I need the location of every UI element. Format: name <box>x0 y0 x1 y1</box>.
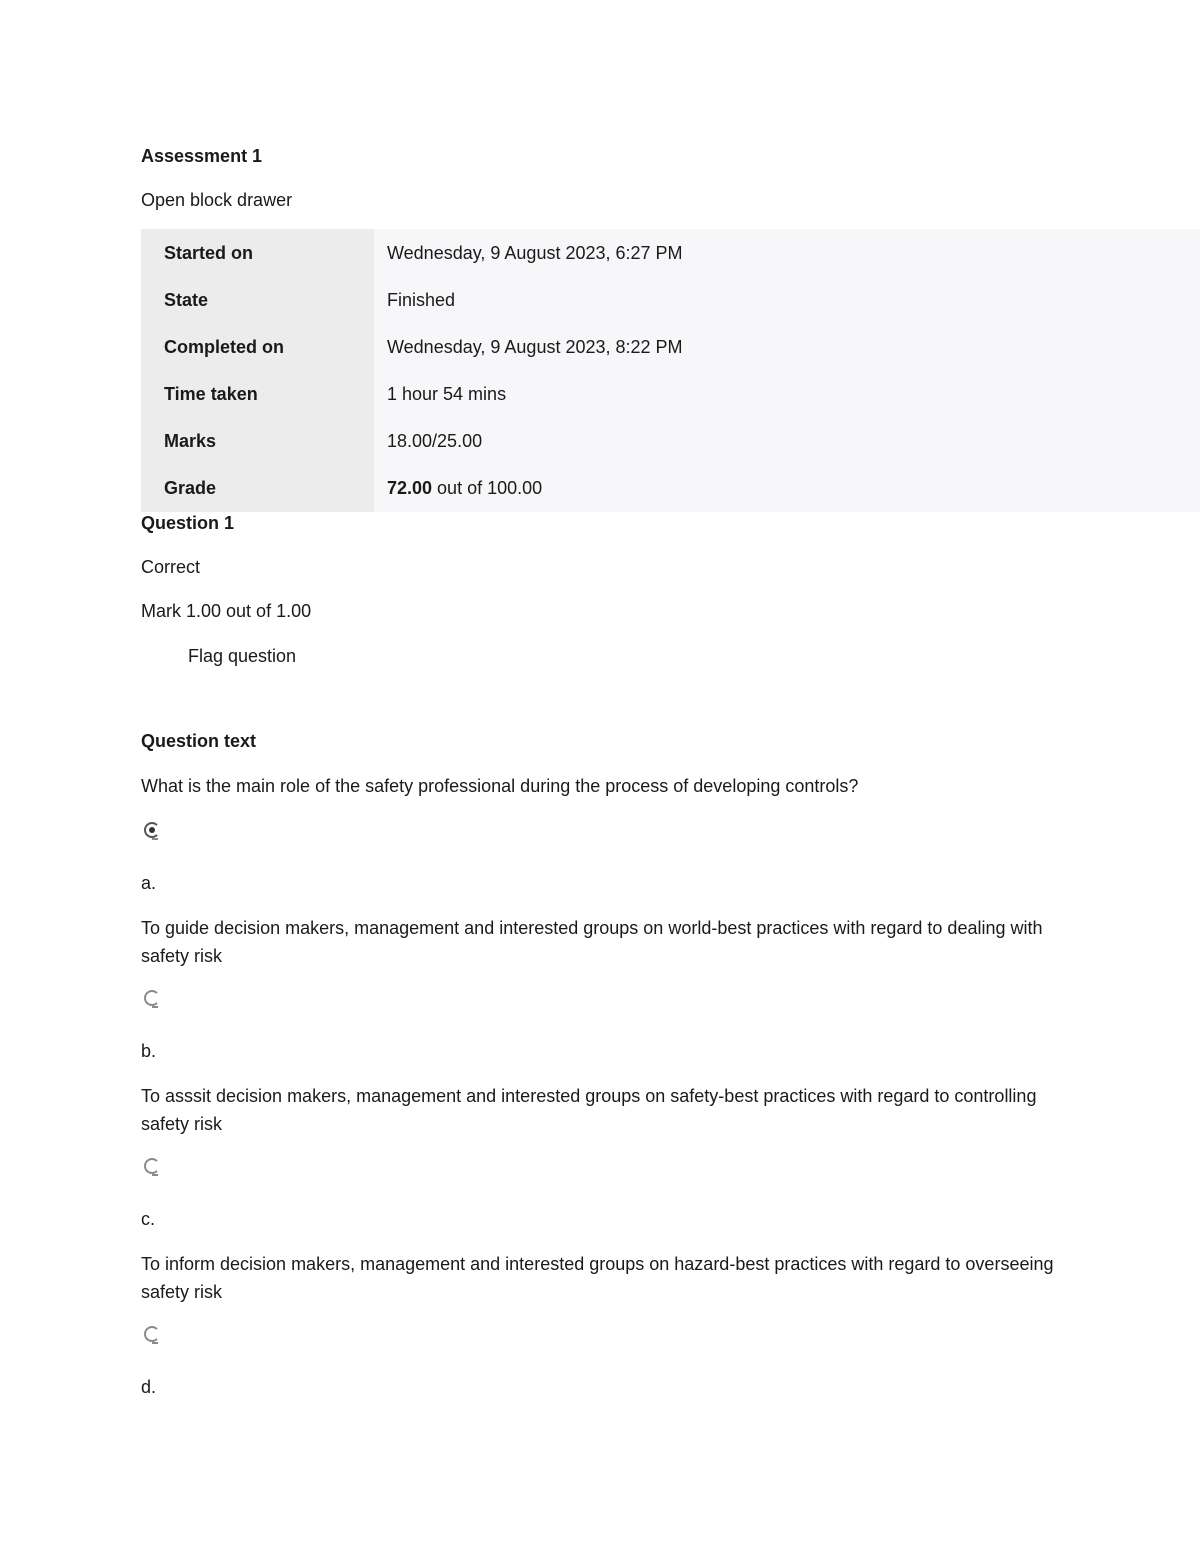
summary-value <box>374 464 1200 512</box>
summary-value: 1 hour 54 mins <box>374 370 1200 417</box>
summary-row-marks <box>141 417 1200 464</box>
question-mark: Mark 1.00 out of 1.00 <box>141 601 312 621</box>
summary-row-started-on <box>141 229 1200 276</box>
grade-score: 72.00 <box>387 478 433 498</box>
option-d-letter: d. <box>141 1377 157 1397</box>
summary-label: State <box>141 276 374 323</box>
question-status: Correct <box>141 557 201 577</box>
option-c-radio[interactable] <box>144 1158 160 1174</box>
option-c-letter: c. <box>141 1209 156 1229</box>
summary-value: Wednesday, 9 August 2023, 8:22 PM <box>374 323 1200 370</box>
option-c-text: To inform decision makers, management and interested groups on hazard-best practices with regard to overseeing safety risk <box>141 1254 1054 1302</box>
option-b-letter: b. <box>141 1041 157 1061</box>
grade-total: out of 100.00 <box>432 478 543 498</box>
option-b-radio[interactable] <box>144 990 160 1006</box>
question-text-heading: Question text <box>141 731 257 751</box>
open-block-drawer-link[interactable]: Open block drawer <box>141 190 293 210</box>
option-a-letter: a. <box>141 873 157 893</box>
summary-row-state <box>141 276 1200 323</box>
summary-row-completed-on <box>141 323 1200 370</box>
summary-value: 18.00/25.00 <box>374 417 1200 464</box>
summary-row-grade <box>141 464 1200 512</box>
page-title: Assessment 1 <box>141 146 263 166</box>
summary-label: Grade <box>141 464 374 512</box>
summary-label: Started on <box>141 229 374 276</box>
summary-row-time-taken <box>141 370 1200 417</box>
summary-label: Time taken <box>141 370 374 417</box>
option-a-text: To guide decision makers, management and interested groups on world-best practices with regard to dealing with safety risk <box>141 918 1043 966</box>
summary-value: Wednesday, 9 August 2023, 6:27 PM <box>374 229 1200 276</box>
question-text: What is the main role of the safety professional during the process of developing controls? <box>141 776 859 796</box>
option-d-radio[interactable] <box>144 1326 160 1342</box>
summary-label: Marks <box>141 417 374 464</box>
flag-question-link[interactable]: Flag question <box>188 646 297 666</box>
summary-value: Finished <box>374 276 1200 323</box>
attempt-summary-table <box>141 229 1200 512</box>
option-a-radio[interactable] <box>144 822 160 838</box>
radio-selected-dot-icon <box>149 827 155 833</box>
summary-label: Completed on <box>141 323 374 370</box>
option-b-text: To asssit decision makers, management and interested groups on safety-best practices with regard to controlling safety risk <box>141 1086 1037 1134</box>
question-number: Question 1 <box>141 513 235 533</box>
